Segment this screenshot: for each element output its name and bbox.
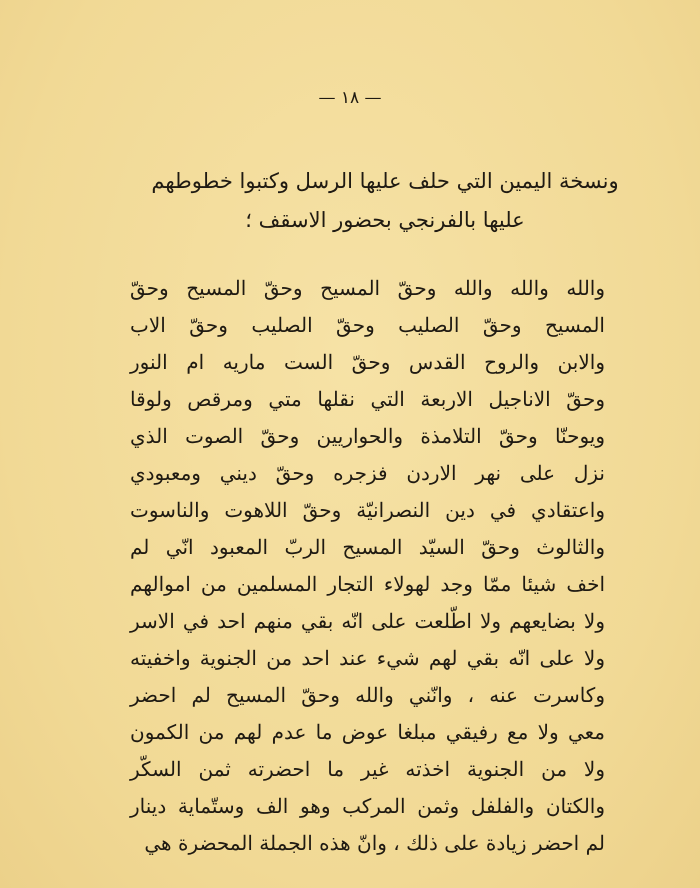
text-line: المسيح وحقّ الصليب وحقّ الصليب وحقّ الاب bbox=[130, 313, 605, 337]
page-number: — ١٨ — bbox=[318, 88, 382, 108]
heading-line: عليها بالفرنجي بحضور الاسقف ؛ bbox=[245, 208, 525, 232]
text-line: ويوحنّا وحقّ التلامذة والحواريين وحقّ الصوت الذي bbox=[130, 424, 605, 448]
text-line: والله والله والله وحقّ المسيح وحقّ المسيح وحقّ bbox=[130, 276, 605, 300]
text-line: اخف شيئا ممّا وجد لهولاء التجار المسلمين من اموالهم bbox=[130, 572, 605, 596]
text-line: ولا على انّه بقي لهم شيء عند احد من الجنوية واخفيته bbox=[130, 646, 605, 670]
text-line: واعتقادي في دين النصرانيّة وحقّ اللاهوت والناسوت bbox=[130, 498, 605, 522]
text-line: وحقّ الاناجيل الاربعة التي نقلها متي ومرقص ولوقا bbox=[130, 387, 605, 411]
text-line: والثالوث وحقّ السيّد المسيح الربّ المعبود انّي لم bbox=[130, 535, 605, 559]
text-line: والكتان والفلفل وثمن المركب وهو الف وستّماية دينار bbox=[130, 794, 605, 818]
text-line: ولا بضايعهم ولا اطّلعت على انّه بقي منهم احد في الاسر bbox=[130, 609, 605, 633]
heading-line: ونسخة اليمين التي حلف عليها الرسل وكتبوا خطوطهم bbox=[151, 169, 619, 193]
text-line: لم احضر زيادة على ذلك ، وانّ هذه الجملة المحضرة هي bbox=[144, 831, 605, 855]
text-line: ولا من الجنوية اخذته غير ما احضرته ثمن السكّر bbox=[130, 757, 605, 781]
text-line: وكاسرت عنه ، وانّني والله وحقّ المسيح لم احضر bbox=[130, 683, 605, 707]
body-paragraph bbox=[130, 270, 605, 862]
text-line: والابن والروح القدس وحقّ الست ماريه ام النور bbox=[130, 350, 605, 374]
text-line: نزل على نهر الاردن فزجره وحقّ ديني ومعبودي bbox=[130, 461, 605, 485]
text-line: معي ولا مع رفيقي مبلغا عوض ما عدم لهم من الكمون bbox=[130, 720, 605, 744]
section-heading bbox=[150, 162, 620, 240]
